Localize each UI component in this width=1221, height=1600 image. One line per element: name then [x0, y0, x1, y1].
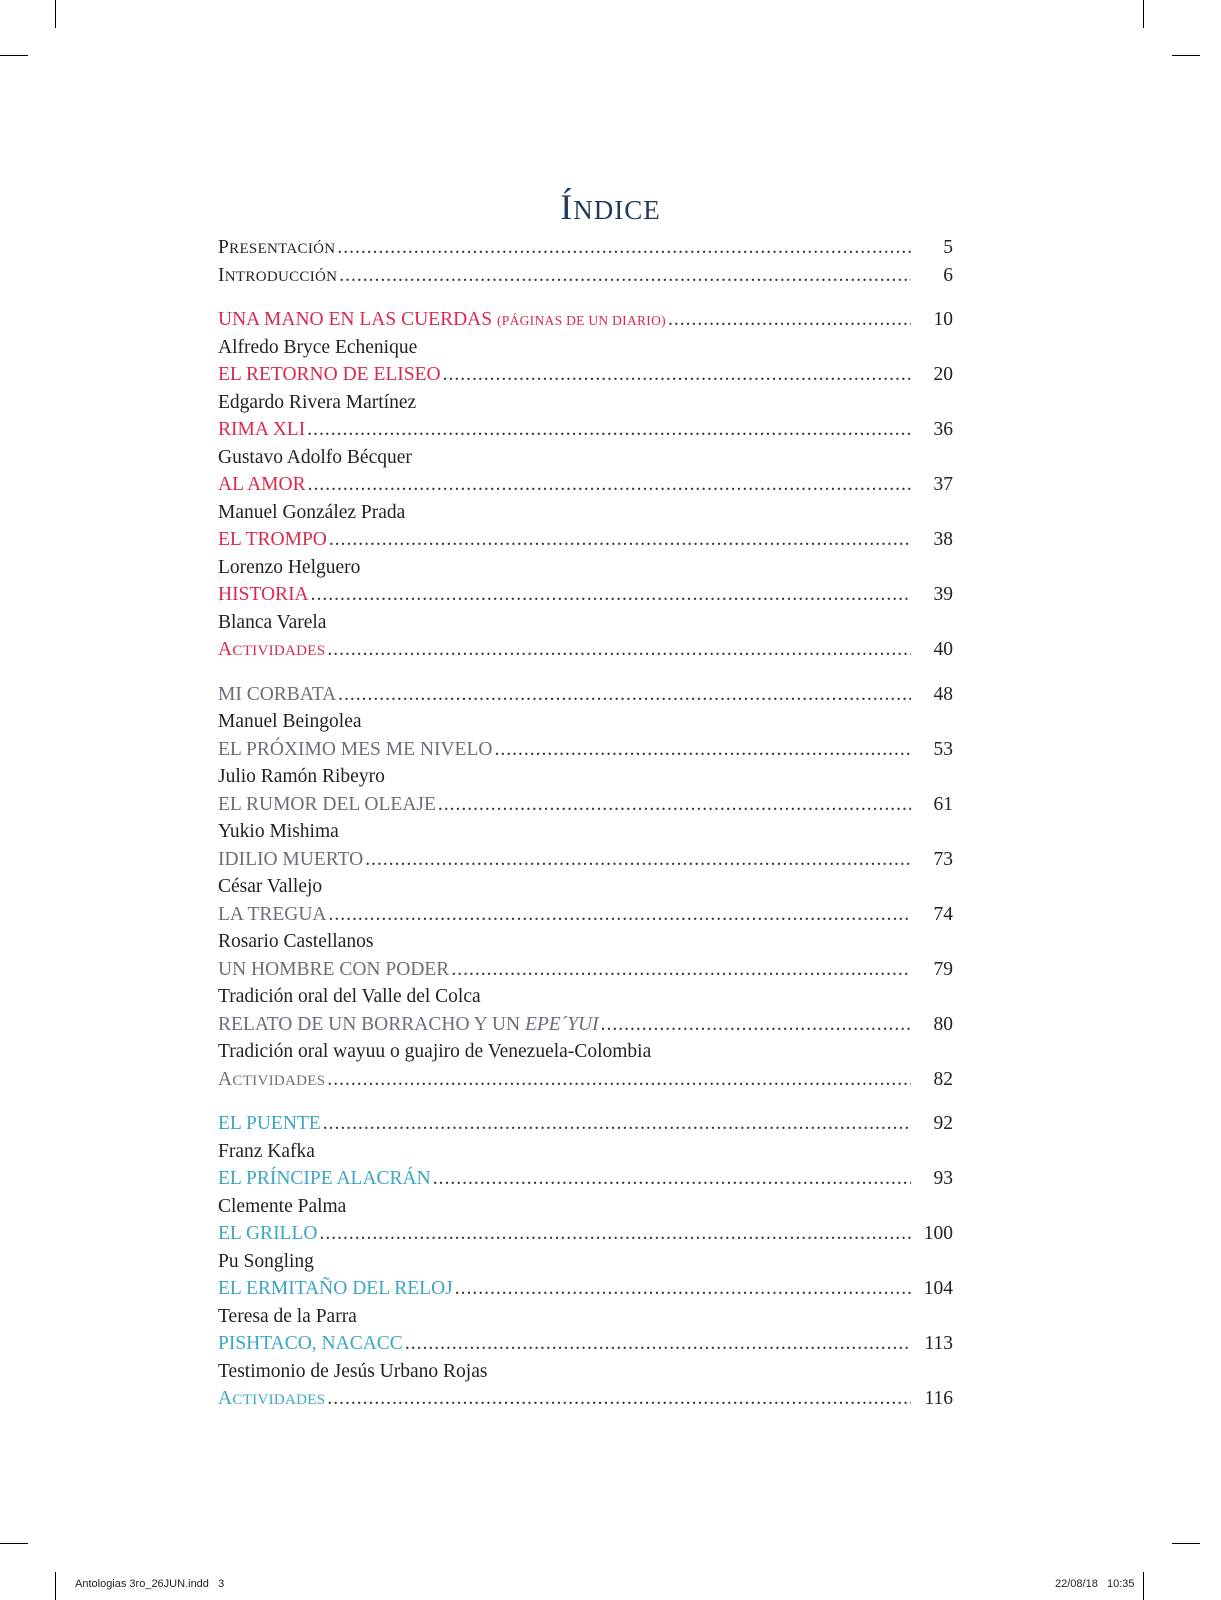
dot-leader [438, 791, 911, 819]
toc-entry-title: LA TREGUA [218, 903, 327, 925]
page-number: 74 [933, 903, 953, 925]
page-number: 36 [933, 419, 953, 440]
table-of-contents [218, 234, 953, 1413]
dot-leader [307, 416, 911, 444]
dot-leader [339, 262, 911, 290]
toc-author: Clemente Palma [218, 1195, 347, 1217]
dot-leader [323, 1110, 911, 1138]
toc-author: Blanca Varela [218, 611, 327, 633]
toc-entry-title: ACTIVIDADES [218, 1068, 326, 1090]
toc-entry-presentacion[interactable] [218, 234, 953, 262]
toc-entry-title: EL RETORNO DE ELISEO [218, 364, 441, 385]
toc-entry[interactable] [218, 1275, 953, 1303]
toc-entry-title: AL AMOR [218, 474, 306, 495]
toc-entry-introduccion[interactable] [218, 262, 953, 290]
toc-entry-actividades[interactable] [218, 1066, 953, 1094]
toc-entry-title: EL RUMOR DEL OLEAJE [218, 793, 436, 815]
dot-leader [327, 1385, 911, 1413]
dot-leader [601, 1011, 911, 1039]
dot-leader [327, 636, 911, 664]
toc-entry[interactable] [218, 416, 953, 444]
page-number: 80 [933, 1013, 953, 1035]
toc-entry[interactable] [218, 791, 953, 819]
page-number: 6 [943, 264, 953, 286]
toc-author: Alfredo Bryce Echenique [218, 336, 418, 358]
page-number: 73 [933, 848, 953, 870]
crop-mark [0, 1543, 28, 1544]
crop-mark [1143, 1572, 1144, 1600]
toc-entry-title: MI CORBATA [218, 683, 337, 705]
page-number: 113 [924, 1333, 953, 1354]
crop-mark [1172, 1543, 1200, 1544]
toc-entry-title: INTRODUCCIÓN [218, 264, 338, 286]
toc-entry-title: HISTORIA [218, 584, 309, 605]
crop-mark [1143, 0, 1144, 28]
page-number: 93 [933, 1168, 953, 1189]
crop-mark [55, 1572, 56, 1600]
toc-entry-title: RIMA XLI [218, 419, 306, 440]
dot-leader [329, 901, 911, 929]
toc-entry[interactable] [218, 736, 953, 764]
print-slug-right: 22/08/18 10:35 [1055, 1578, 1135, 1590]
dot-leader [494, 736, 911, 764]
print-slug-left: Antologias 3ro_26JUN.indd 3 [75, 1578, 225, 1590]
dot-leader [337, 234, 911, 262]
toc-entry-title: EL PRÍNCIPE ALACRÁN [218, 1168, 431, 1189]
page-number: 5 [943, 237, 953, 258]
page-number: 40 [933, 639, 953, 660]
dot-leader [308, 471, 911, 499]
toc-author: Tradición oral del Valle del Colca [218, 986, 481, 1007]
toc-entry[interactable] [218, 1011, 953, 1039]
page-number: 61 [933, 793, 953, 815]
toc-entry[interactable] [218, 1220, 953, 1248]
dot-leader [433, 1165, 911, 1193]
toc-author: Edgardo Rivera Martínez [218, 391, 417, 413]
toc-author: Testimonio de Jesús Urbano Rojas [218, 1360, 488, 1382]
toc-entry-actividades[interactable] [218, 1385, 953, 1413]
toc-entry[interactable] [218, 901, 953, 929]
toc-entry-title: IDILIO MUERTO [218, 848, 364, 870]
toc-author: Julio Ramón Ribeyro [218, 766, 385, 787]
toc-entry[interactable] [218, 581, 953, 609]
toc-entry[interactable] [218, 1110, 953, 1138]
toc-entry[interactable] [218, 361, 953, 389]
toc-author: Lorenzo Helguero [218, 556, 361, 578]
toc-entry-title: EL PUENTE [218, 1113, 321, 1134]
page-number: 39 [933, 584, 953, 605]
toc-entry[interactable] [218, 1330, 953, 1358]
toc-entry[interactable] [218, 306, 953, 334]
page-title: ÍNDICE [560, 187, 661, 227]
toc-entry-title: EL GRILLO [218, 1223, 318, 1244]
page-number: 20 [933, 364, 953, 385]
toc-entry-title: PRESENTACIÓN [218, 237, 336, 258]
page-number: 79 [933, 958, 953, 980]
page-number: 38 [933, 529, 953, 550]
toc-author: Pu Songling [218, 1250, 314, 1272]
toc-entry-title: EL ERMITAÑO DEL RELOJ [218, 1278, 453, 1299]
toc-author: Rosario Castellanos [218, 931, 374, 952]
toc-author: Teresa de la Parra [218, 1305, 357, 1327]
page-number: 10 [933, 309, 953, 330]
page-number: 82 [933, 1068, 953, 1090]
toc-author: Yukio Mishima [218, 821, 339, 842]
toc-author: Manuel Beingolea [218, 711, 362, 732]
page-number: 116 [924, 1388, 953, 1409]
toc-entry[interactable] [218, 956, 953, 984]
page-number: 100 [923, 1223, 953, 1244]
dot-leader [451, 956, 911, 984]
dot-leader [443, 361, 911, 389]
page-number: 53 [933, 738, 953, 760]
toc-entry-title: EL TROMPO [218, 529, 327, 550]
page-number: 92 [933, 1113, 953, 1134]
toc-author: Franz Kafka [218, 1140, 315, 1162]
toc-entry-title: ACTIVIDADES [218, 639, 326, 660]
toc-author: Gustavo Adolfo Bécquer [218, 446, 412, 468]
toc-entry-title: PISHTACO, NACACC [218, 1333, 403, 1354]
dot-leader [338, 681, 911, 709]
toc-entry-title: UN HOMBRE CON PODER [218, 958, 450, 980]
toc-author: Manuel González Prada [218, 501, 406, 523]
dot-leader [329, 526, 911, 554]
dot-leader [668, 306, 911, 334]
page-number: 104 [923, 1278, 953, 1299]
toc-entry[interactable] [218, 1165, 953, 1193]
dot-leader [405, 1330, 911, 1358]
page-number: 37 [933, 474, 953, 495]
toc-entry[interactable] [218, 681, 953, 709]
toc-entry-title: EL PRÓXIMO MES ME NIVELO [218, 738, 493, 760]
toc-entry-title: ACTIVIDADES [218, 1388, 326, 1409]
toc-entry[interactable] [218, 846, 953, 874]
toc-entry[interactable] [218, 526, 953, 554]
toc-author: César Vallejo [218, 876, 323, 897]
page-number: 48 [933, 683, 953, 705]
dot-leader [311, 581, 911, 609]
toc-entry-actividades[interactable] [218, 636, 953, 664]
crop-mark [1172, 55, 1200, 56]
toc-entry-title: RELATO DE UN BORRACHO Y UN EPE´YUI [218, 1013, 599, 1035]
dot-leader [319, 1220, 911, 1248]
toc-author: Tradición oral wayuu o guajiro de Venezuela-Colombia [218, 1041, 652, 1062]
dot-leader [327, 1066, 911, 1094]
crop-mark [0, 55, 28, 56]
dot-leader [365, 846, 911, 874]
toc-entry-title: UNA MANO EN LAS CUERDAS (PÁGINAS DE UN DIARIO) [218, 309, 666, 330]
crop-mark [55, 0, 56, 28]
toc-entry[interactable] [218, 471, 953, 499]
dot-leader [455, 1275, 911, 1303]
